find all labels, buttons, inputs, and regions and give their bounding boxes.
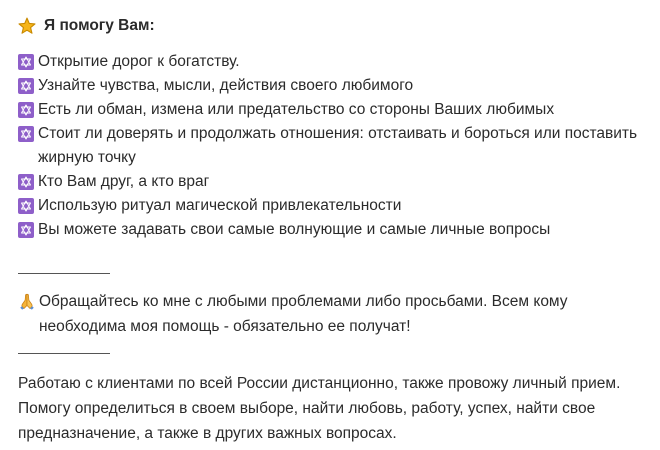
star-of-david-icon [18,54,34,70]
list-item [18,170,648,194]
list-item [18,122,648,170]
list-item [18,194,648,218]
star-of-david-icon [18,198,34,214]
list-item-text: Использую ритуал магической привлекательности [38,197,402,214]
list-item [18,218,648,242]
star-of-david-icon [18,174,34,190]
star-of-david-icon [18,126,34,142]
list-item-text: Есть ли обман, измена или предательство со стороны Ваших любимых [38,101,555,118]
list-item [18,74,648,98]
star-of-david-icon [18,102,34,118]
contact-paragraph [18,289,648,339]
heading [18,12,648,40]
star-of-david-icon [18,222,34,238]
contact-paragraph-text: Обращайтесь ко мне с любыми проблемами либо просьбами. Всем кому необходима моя помощь - обязательно ее получат! [39,293,568,335]
divider [18,273,110,274]
star-of-david-icon [18,78,34,94]
list-item-text: Вы можете задавать свои самые волнующие и самые личные вопросы [38,221,551,238]
list-item-text: Кто Вам друг, а кто враг [38,173,210,190]
help-list [18,50,648,242]
list-item-text: Открытие дорог к богатству. [38,53,240,70]
info-paragraph: Работаю с клиентами по всей России дистанционно, также провожу личный прием. Помогу определиться в своем выборе, найти любовь, работу, успех, найти свое предназначение, а также в других важных вопросах. [18,375,621,442]
post-content [18,12,648,446]
star-icon [18,17,36,35]
folded-hands-icon [18,292,36,310]
heading-text: Я помогу Вам: [44,17,155,34]
divider [18,353,110,354]
list-item-text: Стоит ли доверять и продолжать отношения: отстаивать и бороться или поставить жирную точку [38,125,638,166]
list-item [18,98,648,122]
list-item [18,50,648,74]
list-item-text: Узнайте чувства, мысли, действия своего любимого [38,77,414,94]
